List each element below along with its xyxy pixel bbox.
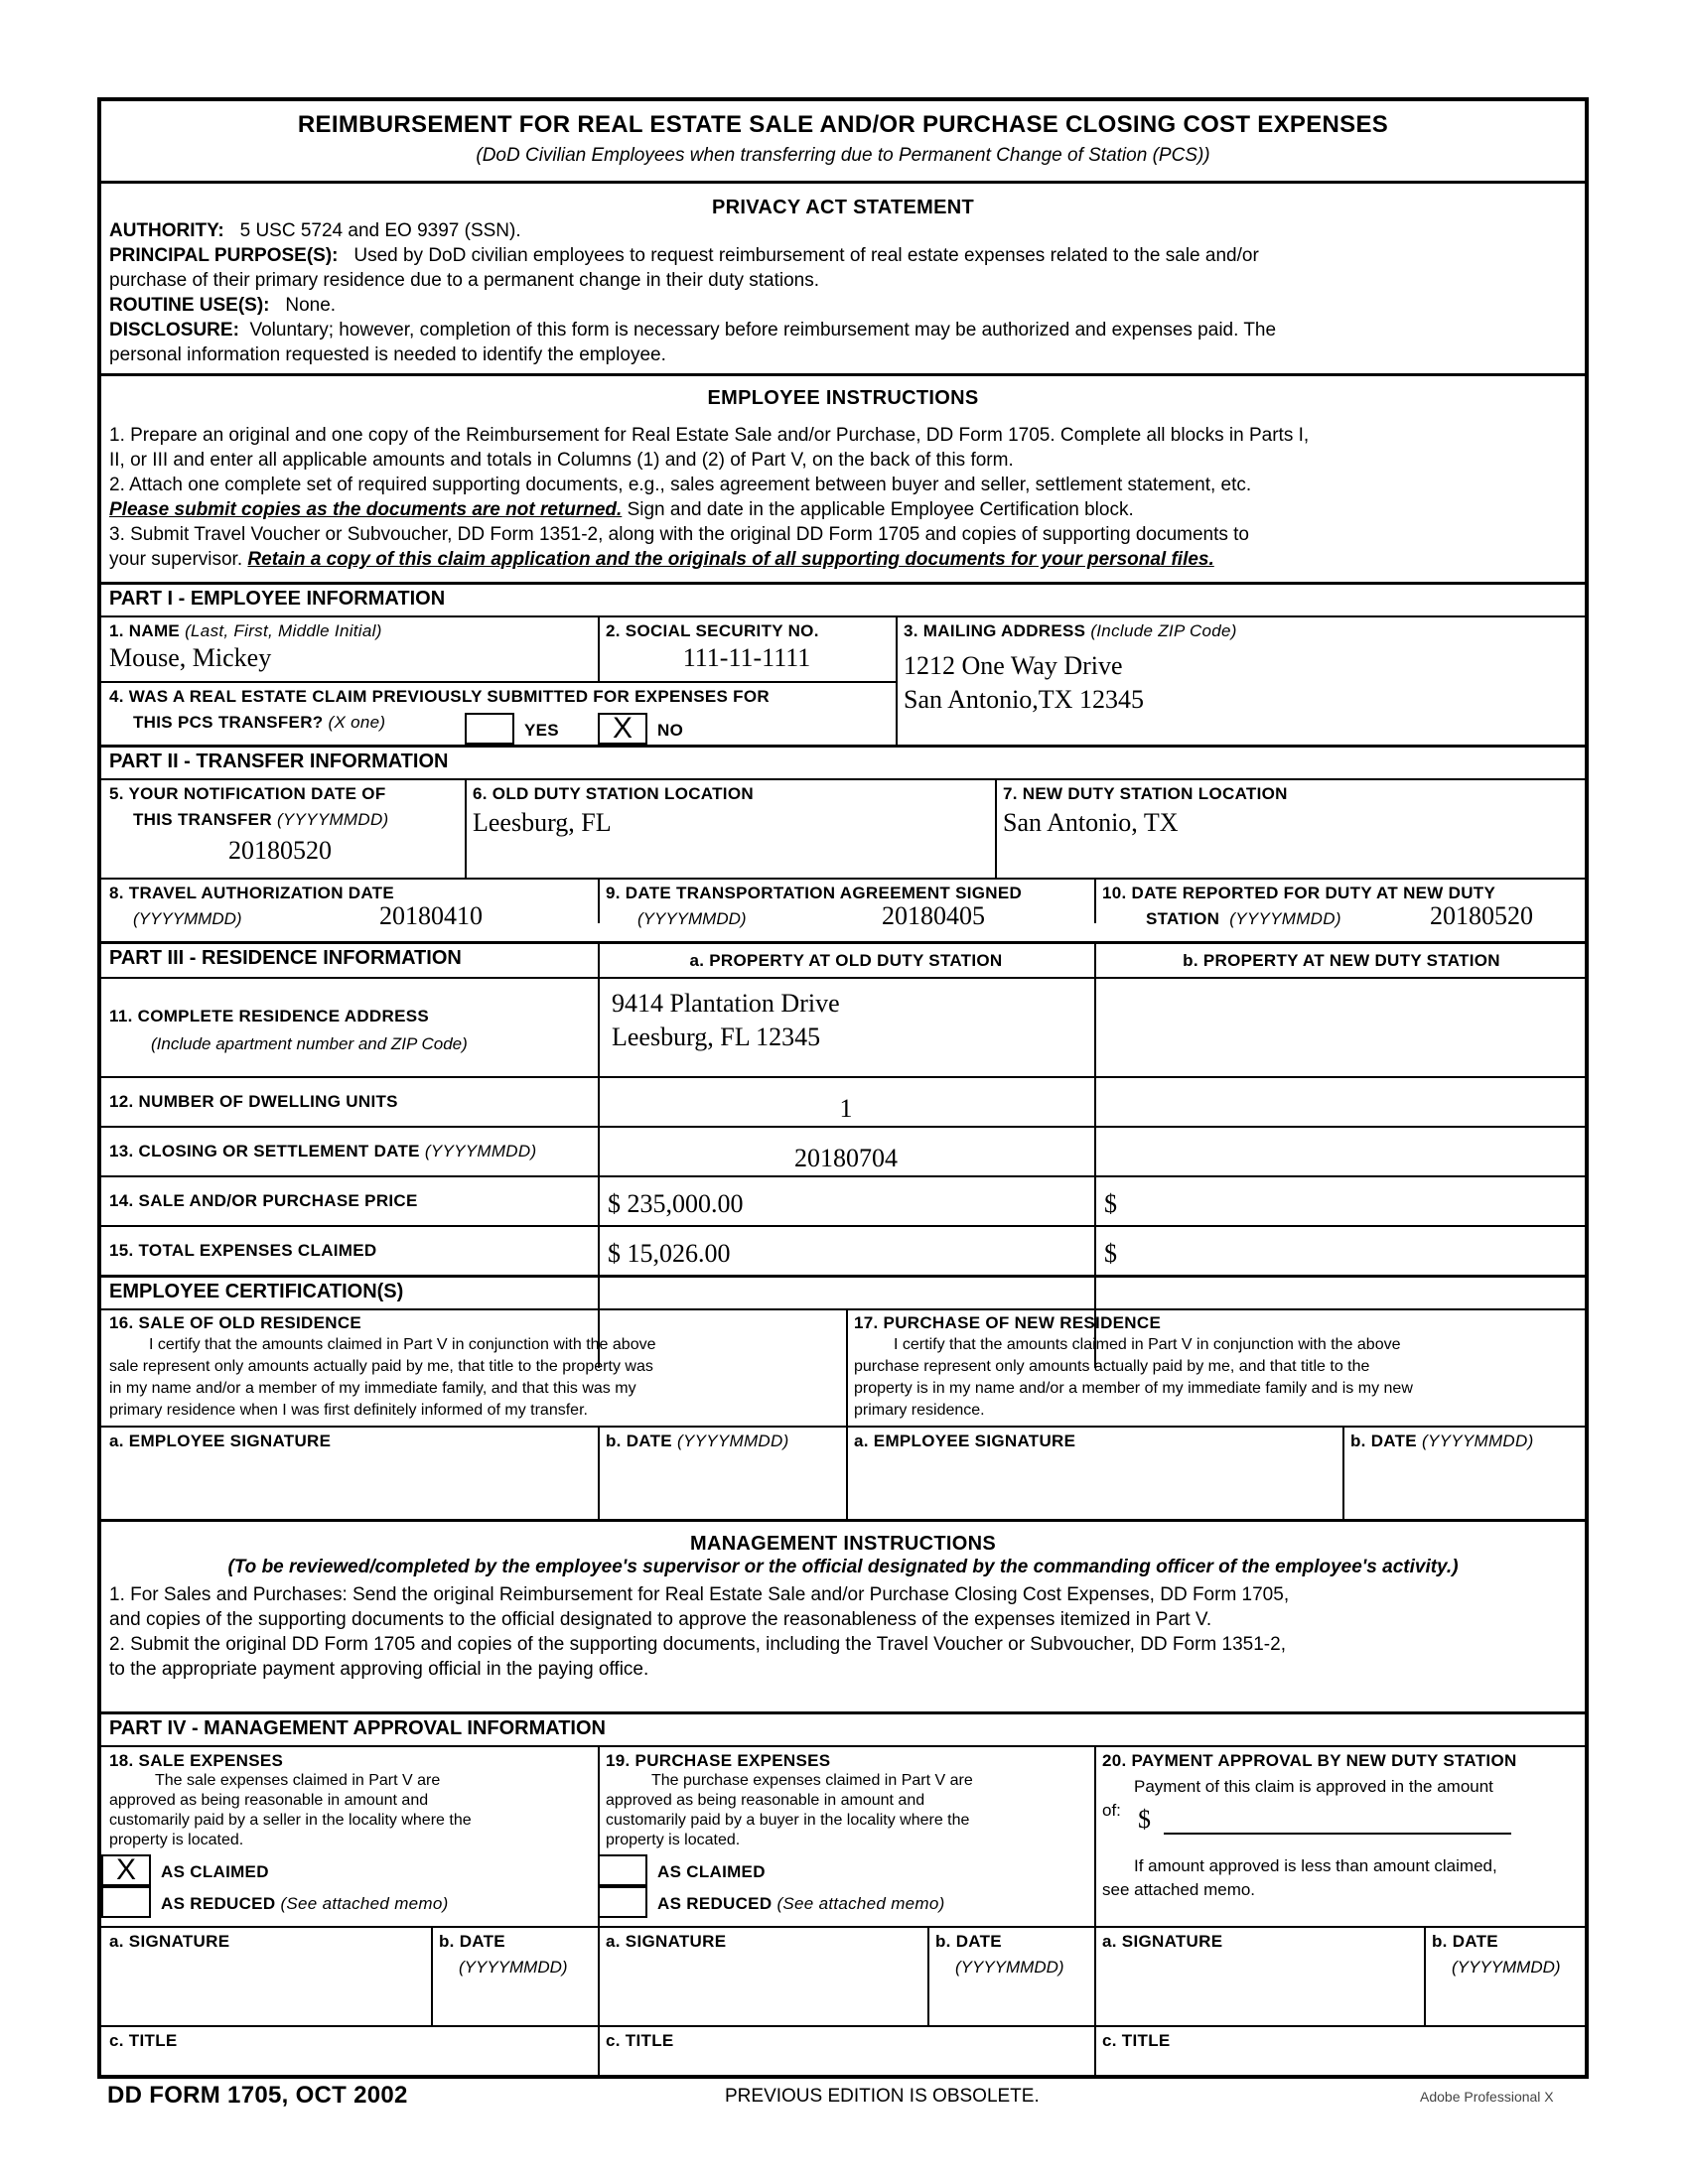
sale-as-claimed-label: AS CLAIMED — [161, 1862, 269, 1881]
divider — [1094, 878, 1096, 923]
instr-line: 1. Prepare an original and one copy of the Reimbursement for Real Estate Sale and/or Purchase, DD Form 1705. Complete all blocks in Parts I, — [109, 425, 1310, 446]
sale-certification-text — [109, 1312, 839, 1422]
col-a-heading: a. PROPERTY AT OLD DUTY STATION — [689, 951, 1003, 970]
q4-label: 4. WAS A REAL ESTATE CLAIM PREVIOUSLY SUBMITTED FOR EXPENSES FOR — [109, 687, 770, 706]
ssn-field[interactable]: 111-11-1111 — [682, 643, 811, 672]
f19-title: 19. PURCHASE EXPENSES — [606, 1751, 831, 1770]
name-label: 1. NAME (Last, First, Middle Initial) — [109, 621, 382, 640]
f11-hint: (Include apartment number and ZIP Code) — [151, 1034, 468, 1053]
f7-label: 7. NEW DUTY STATION LOCATION — [1003, 784, 1288, 803]
new-residence-address-field[interactable] — [1096, 979, 1587, 1074]
q4-label-2: THIS PCS TRANSFER? (X one) — [133, 713, 386, 732]
divider — [995, 778, 997, 878]
f20-line: Payment of this claim is approved in the amount — [1134, 1777, 1493, 1796]
sale-approver-signature-label: a. SIGNATURE — [109, 1932, 230, 1951]
sale-approver-title-label: c. TITLE — [109, 2031, 178, 2050]
divider — [101, 1519, 1585, 1522]
f19-line: approved as being reasonable in amount and — [606, 1792, 925, 1809]
divider — [896, 615, 898, 745]
approved-amount-field[interactable] — [1164, 1803, 1511, 1835]
sale-as-reduced-checkbox[interactable] — [101, 1886, 151, 1918]
part1-heading: PART I - EMPLOYEE INFORMATION — [109, 588, 446, 610]
cert-line: I certify that the amounts claimed in Part V in conjunction with the above — [149, 1336, 656, 1353]
disclosure-label: DISCLOSURE: — [109, 320, 239, 341]
management-body — [109, 1582, 1577, 1682]
software-credit: Adobe Professional X — [1420, 2089, 1554, 2105]
privacy-body — [109, 218, 1577, 367]
divider — [101, 1175, 1585, 1177]
mailing-address-field[interactable] — [904, 649, 1144, 717]
f9-label: 9. DATE TRANSPORTATION AGREEMENT SIGNED — [606, 884, 1023, 902]
new-total-expenses-field[interactable]: $ — [1104, 1239, 1117, 1268]
mgmt-line: 2. Submit the original DD Form 1705 and copies of the supporting documents, including the Travel Voucher or Subvoucher, DD Form 1351-2, — [109, 1634, 1286, 1655]
privacy-heading: PRIVACY ACT STATEMENT — [711, 197, 975, 218]
obsolete-notice: PREVIOUS EDITION IS OBSOLETE. — [725, 2086, 1040, 2107]
new-duty-station-field[interactable]: San Antonio, TX — [1003, 808, 1179, 837]
divider — [1342, 1426, 1344, 1519]
mgmt-line: and copies of the supporting documents to the official designated to approve the reasonableness of the expenses itemized in Part V. — [109, 1609, 1212, 1630]
purchase-signature-field[interactable] — [850, 1455, 1336, 1515]
f13-label: 13. CLOSING OR SETTLEMENT DATE (YYYYMMDD) — [109, 1142, 537, 1160]
form-id: DD FORM 1705, OCT 2002 — [107, 2082, 408, 2109]
payment-approver-date-field[interactable] — [1428, 1981, 1585, 2021]
certification-heading: EMPLOYEE CERTIFICATION(S) — [109, 1281, 404, 1302]
address-line-2: San Antonio,TX 12345 — [904, 685, 1144, 714]
divider — [1424, 1926, 1426, 2025]
divider — [927, 1926, 929, 2025]
purchase-as-claimed-checkbox[interactable] — [598, 1854, 647, 1886]
f9-hint: (YYYYMMDD) — [637, 909, 747, 928]
cert-line: in my name and/or a member of my immediate family, and that this was my — [109, 1380, 636, 1397]
f8-hint: (YYYYMMDD) — [133, 909, 242, 928]
purchase-approver-date-field[interactable] — [931, 1981, 1090, 2021]
travel-authorization-date-field[interactable]: 20180410 — [379, 901, 483, 930]
old-total-expenses-field[interactable]: $ 15,026.00 — [608, 1239, 731, 1268]
authority-label: AUTHORITY: — [109, 220, 224, 241]
dd-form-1705 — [97, 97, 1589, 2079]
purchase-approver-signature-field[interactable] — [602, 1956, 919, 2021]
cert-line: property is in my name and/or a member of my immediate family and is my new — [854, 1380, 1413, 1397]
mgmt-line: to the appropriate payment approving official in the paying office. — [109, 1659, 649, 1680]
purchase-as-claimed-label: AS CLAIMED — [657, 1862, 766, 1881]
divider — [101, 1225, 1585, 1227]
f18-line: The sale expenses claimed in Part V are — [155, 1772, 441, 1789]
new-closing-date-field[interactable] — [1096, 1128, 1587, 1175]
no-label: NO — [657, 721, 684, 740]
routine-text: None. — [285, 295, 337, 316]
disclosure-text-2: personal information requested is needed to identify the employee. — [109, 344, 666, 365]
f19-line: customarily paid by a buyer in the locality where the — [606, 1812, 970, 1829]
divider — [101, 1308, 1585, 1310]
f12-label: 12. NUMBER OF DWELLING UNITS — [109, 1092, 398, 1111]
f18-line: approved as being reasonable in amount and — [109, 1792, 429, 1809]
instr-line: Sign and date in the applicable Employee Certification block. — [622, 499, 1134, 520]
divider — [101, 1926, 1585, 1928]
col-b-heading: b. PROPERTY AT NEW DUTY STATION — [1183, 951, 1500, 970]
divider — [598, 878, 600, 923]
cert-line: I certify that the amounts claimed in Part V in conjunction with the above — [894, 1336, 1401, 1353]
f8-label: 8. TRAVEL AUTHORIZATION DATE — [109, 884, 395, 902]
purchase-approver-title-label: c. TITLE — [606, 2031, 674, 2050]
instr-emphasis: Please submit copies as the documents are not returned. — [109, 499, 623, 520]
purchase-approver-title-field[interactable] — [602, 2051, 1088, 2077]
part2-heading: PART II - TRANSFER INFORMATION — [109, 751, 449, 772]
part3-heading: PART III - RESIDENCE INFORMATION — [109, 947, 462, 969]
divider — [1094, 1745, 1096, 2079]
no-checkbox[interactable]: X — [598, 713, 647, 745]
part4-heading: PART IV - MANAGEMENT APPROVAL INFORMATION — [109, 1717, 606, 1739]
purchase-signature-label: a. EMPLOYEE SIGNATURE — [854, 1432, 1076, 1450]
divider — [101, 941, 1585, 944]
f5-label: 5. YOUR NOTIFICATION DATE OF — [109, 784, 386, 803]
divider — [598, 1426, 600, 1519]
sale-approver-signature-field[interactable] — [105, 1956, 423, 2021]
reported-for-duty-date-field[interactable]: 20180520 — [1430, 901, 1533, 930]
cert-line: primary residence when I was first definitely informed of my transfer. — [109, 1402, 588, 1419]
form-subtitle: (DoD Civilian Employees when transferring due to Permanent Change of Station (PCS)) — [476, 145, 1210, 166]
f19-line: property is located. — [606, 1832, 741, 1848]
f10-label-2: STATION (YYYYMMDD) — [1146, 909, 1341, 928]
name-field[interactable]: Mouse, Mickey — [109, 643, 272, 672]
employee-instructions-heading: EMPLOYEE INSTRUCTIONS — [707, 387, 979, 409]
new-dwelling-units-field[interactable] — [1096, 1078, 1587, 1126]
old-residence-address-field[interactable] — [612, 987, 840, 1054]
f15-label: 15. TOTAL EXPENSES CLAIMED — [109, 1241, 377, 1260]
routine-label: ROUTINE USE(S): — [109, 295, 270, 316]
sale-date-field[interactable] — [602, 1455, 840, 1515]
cert-line: purchase represent only amounts actually paid by me, and that title to the — [854, 1358, 1370, 1375]
form-title: REIMBURSEMENT FOR REAL ESTATE SALE AND/OR PURCHASE CLOSING COST EXPENSES — [297, 111, 1389, 138]
purchase-certification-text — [854, 1312, 1584, 1422]
f20-dollar: $ — [1138, 1805, 1151, 1834]
instr-line: II, or III and enter all applicable amounts and totals in Columns (1) and (2) of Part V, on the back of this form. — [109, 450, 1014, 471]
sale-expenses-block — [109, 1751, 594, 1850]
divider — [101, 1275, 1585, 1278]
sale-as-reduced-label: AS REDUCED (See attached memo) — [161, 1894, 449, 1913]
yes-checkbox[interactable] — [465, 713, 514, 745]
sale-approver-date-field[interactable] — [435, 1981, 594, 2021]
residence-line-1: 9414 Plantation Drive — [612, 989, 840, 1018]
instr-emphasis: Retain a copy of this claim application and the originals of all supporting documents for your personal files. — [247, 549, 1214, 570]
payment-approver-date-hint: (YYYYMMDD) — [1452, 1958, 1561, 1977]
purchase-as-reduced-label: AS REDUCED (See attached memo) — [657, 1894, 945, 1913]
management-subheading: (To be reviewed/completed by the employee's supervisor or the official designated by the commanding officer of the employee's activity.) — [227, 1557, 1459, 1577]
divider — [465, 778, 467, 878]
f20-of: of: — [1102, 1801, 1121, 1820]
f18-title: 18. SALE EXPENSES — [109, 1751, 284, 1770]
instr-line: 3. Submit Travel Voucher or Subvoucher, DD Form 1351-2, along with the original DD Form 1705 and copies of supporting documents to — [109, 524, 1249, 545]
f20-title: 20. PAYMENT APPROVAL BY NEW DUTY STATION — [1102, 1751, 1517, 1770]
f18-line: customarily paid by a seller in the locality where the — [109, 1812, 472, 1829]
residence-line-2: Leesburg, FL 12345 — [612, 1023, 821, 1051]
address-line-1: 1212 One Way Drive — [904, 651, 1123, 680]
divider — [101, 681, 896, 683]
f20-line: see attached memo. — [1102, 1880, 1256, 1899]
divider — [101, 1745, 1585, 1747]
purchase-approver-date-hint: (YYYYMMDD) — [955, 1958, 1064, 1977]
cert-line: primary residence. — [854, 1402, 985, 1419]
divider — [101, 373, 1585, 376]
sale-signature-label: a. EMPLOYEE SIGNATURE — [109, 1432, 332, 1450]
sale-approver-title-field[interactable] — [105, 2051, 592, 2077]
divider — [101, 582, 1585, 585]
divider — [101, 181, 1585, 184]
management-heading: MANAGEMENT INSTRUCTIONS — [689, 1533, 996, 1555]
sale-as-claimed-checkbox[interactable]: X — [101, 1854, 151, 1886]
payment-approver-date-label: b. DATE — [1432, 1932, 1498, 1951]
ssn-label: 2. SOCIAL SECURITY NO. — [606, 621, 819, 640]
sale-date-label: b. DATE (YYYYMMDD) — [606, 1432, 789, 1450]
old-closing-date-field[interactable]: 20180704 — [794, 1144, 898, 1172]
f14-label: 14. SALE AND/OR PURCHASE PRICE — [109, 1191, 418, 1210]
divider — [101, 778, 1585, 780]
f17-title: 17. PURCHASE OF NEW RESIDENCE — [854, 1313, 1162, 1332]
purchase-approver-signature-label: a. SIGNATURE — [606, 1932, 727, 1951]
divider — [101, 1711, 1585, 1714]
sale-approver-date-label: b. DATE — [439, 1932, 505, 1951]
sale-signature-field[interactable] — [105, 1455, 592, 1515]
yes-label: YES — [524, 721, 559, 740]
payment-approver-signature-field[interactable] — [1098, 1956, 1416, 2021]
f18-line: property is located. — [109, 1832, 244, 1848]
purchase-expenses-block — [606, 1751, 1090, 1850]
old-dwelling-units-field[interactable]: 1 — [839, 1094, 853, 1123]
authority-text: 5 USC 5724 and EO 9397 (SSN). — [239, 220, 521, 241]
purchase-date-label: b. DATE (YYYYMMDD) — [1350, 1432, 1534, 1450]
old-sale-price-field[interactable]: $ 235,000.00 — [608, 1189, 744, 1218]
payment-approver-title-label: c. TITLE — [1102, 2031, 1171, 2050]
purchase-date-field[interactable] — [1346, 1455, 1585, 1515]
divider — [101, 745, 1585, 748]
f10-label: 10. DATE REPORTED FOR DUTY AT NEW DUTY — [1102, 884, 1496, 902]
employee-instructions-body — [109, 423, 1577, 572]
f19-line: The purchase expenses claimed in Part V are — [651, 1772, 973, 1789]
divider — [101, 615, 1585, 617]
payment-approver-signature-label: a. SIGNATURE — [1102, 1932, 1223, 1951]
sale-approver-date-hint: (YYYYMMDD) — [459, 1958, 568, 1977]
transportation-agreement-date-field[interactable]: 20180405 — [882, 901, 985, 930]
cert-line: sale represent only amounts actually paid by me, that title to the property was — [109, 1358, 653, 1375]
divider — [101, 1426, 1585, 1428]
f6-label: 6. OLD DUTY STATION LOCATION — [473, 784, 754, 803]
purpose-text: Used by DoD civilian employees to request reimbursement of real estate expenses related to the sale and/or — [353, 245, 1259, 266]
purpose-text-2: purchase of their primary residence due to a permanent change in their duty stations. — [109, 270, 820, 291]
f11-label: 11. COMPLETE RESIDENCE ADDRESS — [109, 1007, 429, 1025]
f16-title: 16. SALE OF OLD RESIDENCE — [109, 1313, 362, 1332]
disclosure-text: Voluntary; however, completion of this form is necessary before reimbursement may be authorized and expenses paid. The — [249, 320, 1277, 341]
f20-line: If amount approved is less than amount claimed, — [1134, 1856, 1497, 1875]
instr-line: 2. Attach one complete set of required supporting documents, e.g., sales agreement between buyer and seller, settlement statement, etc. — [109, 475, 1252, 495]
divider — [846, 1308, 848, 1519]
divider — [101, 878, 1585, 880]
purchase-approver-date-label: b. DATE — [935, 1932, 1002, 1951]
mailing-address-label: 3. MAILING ADDRESS (Include ZIP Code) — [904, 621, 1237, 640]
divider — [101, 2025, 1585, 2027]
f5-label-2: THIS TRANSFER (YYYYMMDD) — [133, 810, 389, 829]
notification-date-field[interactable]: 20180520 — [228, 836, 332, 865]
payment-approver-title-field[interactable] — [1098, 2051, 1585, 2077]
purpose-label: PRINCIPAL PURPOSE(S): — [109, 245, 339, 266]
old-duty-station-field[interactable]: Leesburg, FL — [473, 808, 612, 837]
mgmt-line: 1. For Sales and Purchases: Send the original Reimbursement for Real Estate Sale and/or Purchase Closing Cost Expenses, DD Form 1705, — [109, 1584, 1290, 1605]
new-purchase-price-field[interactable]: $ — [1104, 1189, 1117, 1218]
purchase-as-reduced-checkbox[interactable] — [598, 1886, 647, 1918]
instr-line: your supervisor. — [109, 549, 248, 570]
divider — [431, 1926, 433, 2025]
